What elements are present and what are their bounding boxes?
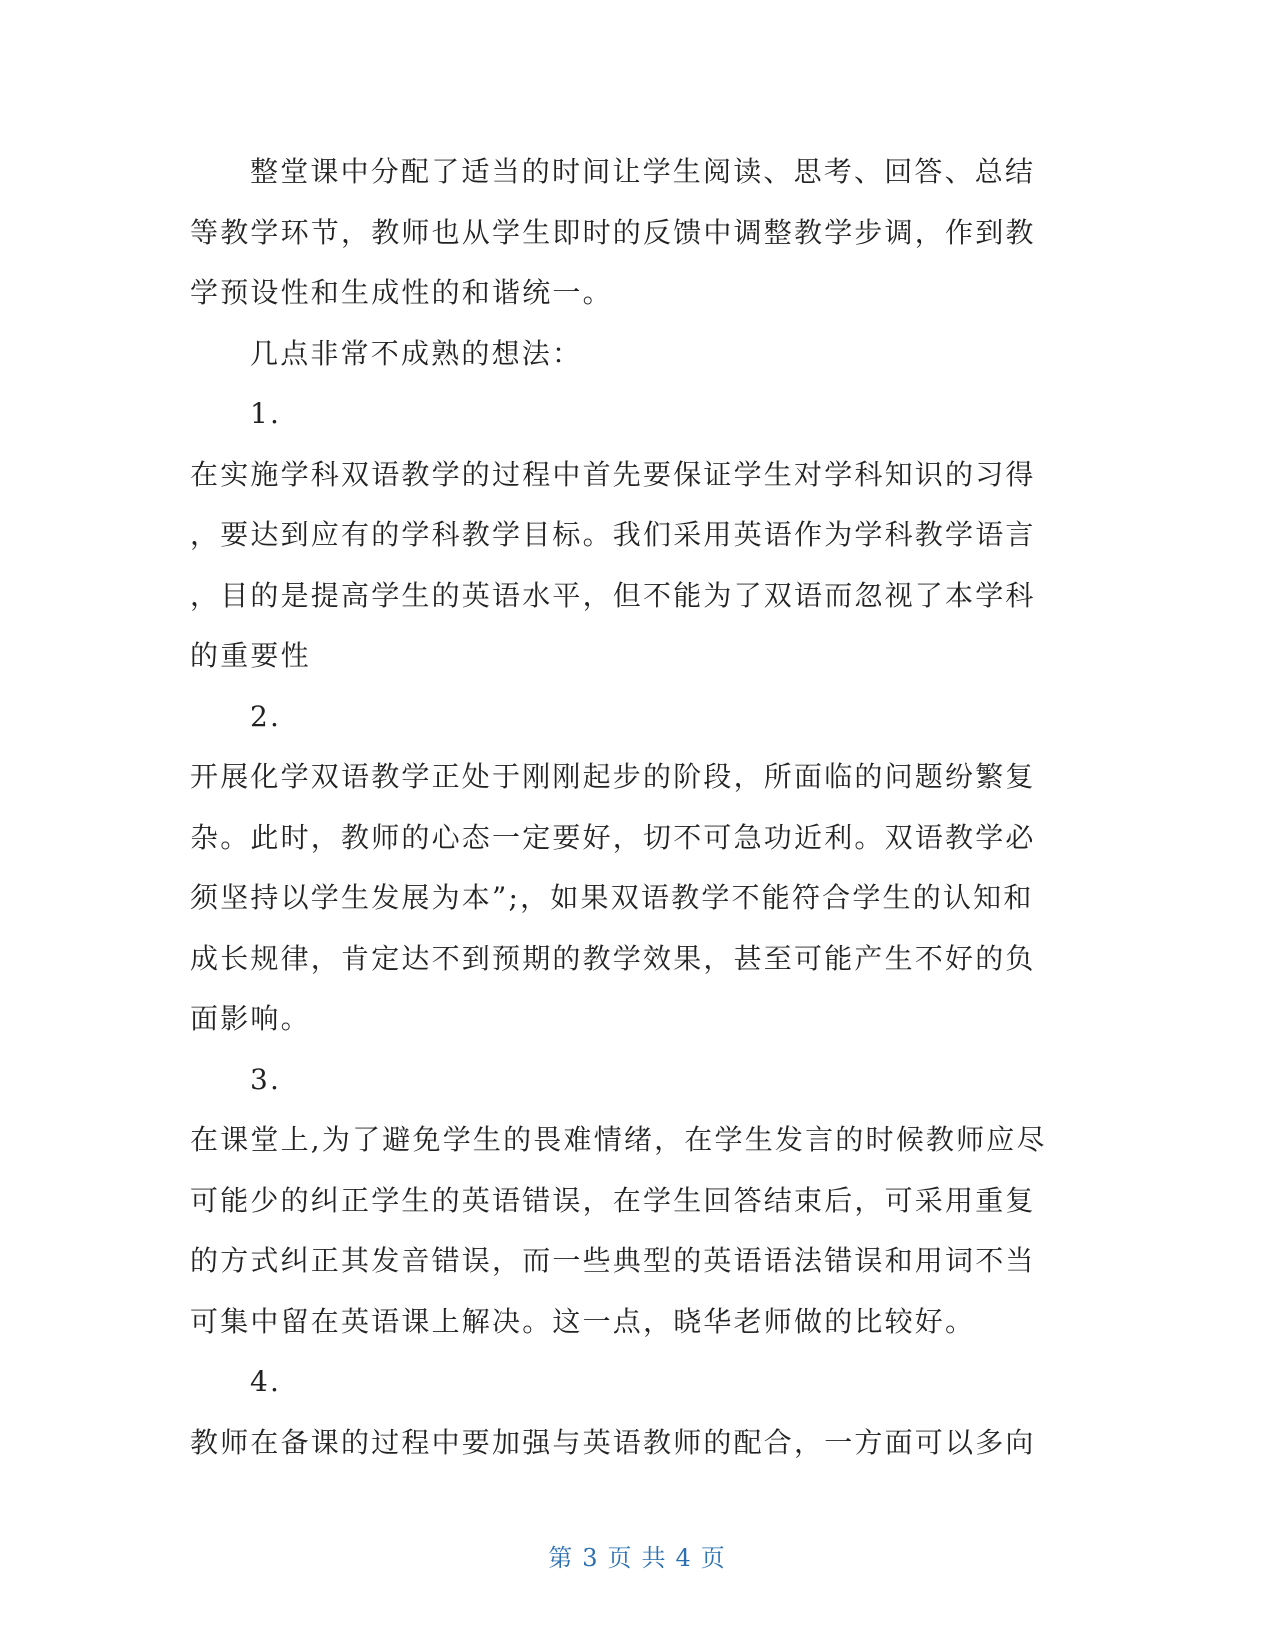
list-number: 4. (250, 1365, 282, 1398)
text-line: 开展化学双语教学正处于刚刚起步的阶段，所面临的问题纷繁复 (190, 760, 1036, 793)
text-line: 的方式纠正其发音错误，而一些典型的英语语法错误和用词不当 (190, 1244, 1036, 1277)
page-unit: 页 (607, 1544, 634, 1572)
text-line: 杂。此时，教师的心态一定要好，切不可急功近利。双语教学必 (190, 820, 1036, 854)
text-line: 在课堂上,为了避免学生的畏难情绪，在学生发言的时候教师应尽 (190, 1123, 1047, 1156)
text-line: 可集中留在英语课上解决。这一点，晓华老师做的比较好。 (190, 1304, 976, 1338)
text-line: ，要达到应有的学科教学目标。我们采用英语作为学科教学语言 (190, 518, 1036, 551)
text-line: ，目的是提高学生的英语水平，但不能为了双语而忽视了本学科 (190, 578, 1036, 612)
list-number: 2. (250, 699, 282, 733)
page-footer (0, 1538, 1275, 1573)
text-line: 等教学环节，教师也从学生即时的反馈中调整教学步调，作到教 (190, 215, 1036, 249)
page-total-number: 4 (675, 1544, 693, 1572)
text-line: 成长规律，肯定达不到预期的教学效果，甚至可能产生不好的负 (190, 941, 1036, 975)
text-line: 须坚持以学生发展为本”;，如果双语教学不能符合学生的认知和 (190, 881, 1034, 914)
text-line: 教师在备课的过程中要加强与英语教师的配合，一方面可以多向 (190, 1425, 1036, 1459)
page-current-number: 3 (582, 1544, 600, 1572)
list-number: 1. (250, 397, 282, 430)
page-word: 第 (548, 1544, 575, 1572)
text-line: 可能少的纠正学生的英语错误，在学生回答结束后，可采用重复 (190, 1183, 1036, 1217)
total-word: 共 (641, 1544, 668, 1572)
text-line: 学预设性和生成性的和谐统一。 (190, 276, 613, 309)
list-number: 3. (250, 1062, 282, 1096)
text-line: 的重要性 (190, 639, 311, 672)
total-unit: 页 (700, 1544, 727, 1572)
text-line: 整堂课中分配了适当的时间让学生阅读、思考、回答、总结 (250, 155, 1036, 188)
document-body (190, 142, 1090, 1473)
text-line: 几点非常不成熟的想法： (250, 336, 583, 370)
text-line: 在实施学科双语教学的过程中首先要保证学生对学科知识的习得 (190, 457, 1036, 491)
text-line: 面影响。 (190, 1002, 311, 1035)
